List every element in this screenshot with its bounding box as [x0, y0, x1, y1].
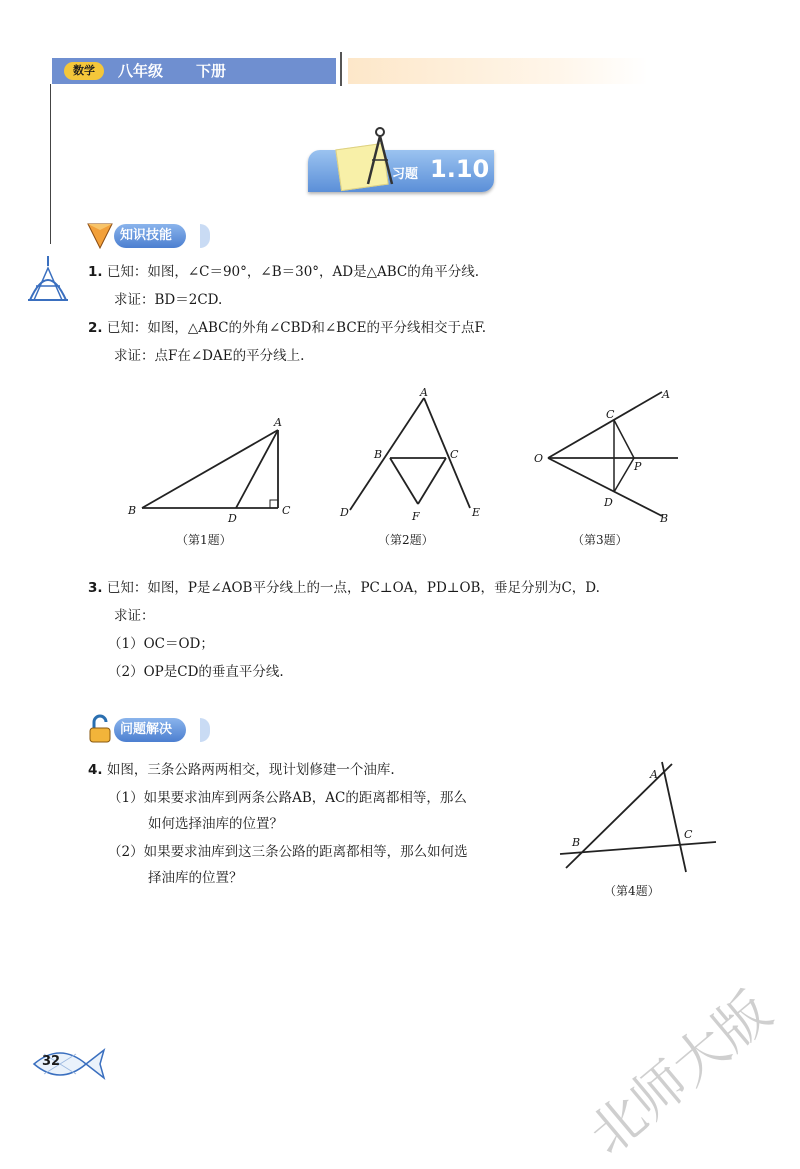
problem-4-item-1b: 如何选择油库的位置？ [148, 816, 283, 832]
section-tab-knowledge: 知识技能 [114, 224, 186, 248]
padlock-icon [86, 714, 114, 744]
exercise-number: 1.10 [430, 155, 490, 183]
figure-3 [530, 384, 690, 524]
figure-2-caption: （第2题） [378, 533, 434, 547]
fig4-label-a: A [650, 768, 658, 781]
fig2-label-d: D [340, 506, 349, 519]
problem-3-prove: 求证： [114, 608, 155, 624]
fig2-bisector-cf [418, 458, 446, 504]
figure-4 [552, 756, 722, 878]
fig1-label-b: B [128, 504, 137, 517]
fig1-right-angle-mark [270, 500, 278, 508]
watermark: 北师大版 [577, 979, 784, 1167]
margin-line [50, 84, 51, 244]
header-gradient [348, 58, 648, 84]
fig3-ray-oa [548, 392, 662, 458]
section-tab-tail [200, 224, 210, 248]
fig4-label-b: B [572, 836, 581, 849]
header-divider [340, 52, 342, 86]
fig2-label-a: A [420, 386, 428, 399]
fig1-label-d: D [228, 512, 237, 525]
fig3-label-d: D [604, 496, 613, 509]
figure-1 [120, 410, 300, 525]
fig2-label-e: E [472, 506, 481, 519]
subject-badge: 数学 [64, 62, 104, 80]
problem-2-number: 2. [88, 320, 103, 336]
tower-icon [24, 254, 72, 304]
problem-1-statement: 已知：如图，∠C＝90°，∠B＝30°，AD是△ABC的角平分线. [106, 264, 480, 280]
fig2-bisector-bf [390, 458, 418, 504]
fig3-label-c: C [606, 408, 615, 421]
fig2-label-f: F [412, 510, 420, 523]
problem-3-item-2: （2）OP是CD的垂直平分线. [108, 664, 284, 680]
problem-2-statement: 已知：如图，△ABC的外角∠CBD和∠BCE的平分线相交于点F. [106, 320, 487, 336]
exercise-label: 习题 [392, 167, 419, 182]
fig3-label-p: P [634, 460, 642, 473]
problem-4-statement: 如图，三条公路两两相交，现计划修建一个油库. [106, 762, 395, 778]
problem-3-number: 3. [88, 580, 103, 596]
page-number: 32 [42, 1054, 61, 1069]
problem-4-item-2a: （2）如果要求油库到这三条公路的距离都相等，那么如何选 [108, 844, 468, 860]
fig2-line-ae [424, 398, 470, 508]
section-tab-tail [200, 718, 210, 742]
section-tab-problem: 问题解决 [114, 718, 186, 742]
problem-2-prove: 求证：点F在∠DAE的平分线上. [114, 348, 305, 364]
problem-3 [88, 578, 600, 598]
figure-4-caption: （第4题） [604, 884, 660, 898]
fig2-label-c: C [450, 448, 459, 461]
problem-4 [88, 760, 395, 780]
book-label: 下册 [196, 62, 227, 80]
problem-3-item-1: （1）OC＝OD； [108, 636, 214, 652]
problem-1 [88, 262, 479, 282]
figure-2 [338, 386, 488, 526]
fig3-perp-pd [614, 458, 634, 492]
fig3-perp-pc [614, 420, 634, 458]
problem-4-item-2b: 择油库的位置？ [148, 870, 243, 886]
fig4-label-c: C [684, 828, 693, 841]
problem-1-number: 1. [88, 264, 103, 280]
fig2-line-ad [350, 398, 424, 510]
figure-3-caption: （第3题） [572, 533, 628, 547]
fig1-label-c: C [282, 504, 291, 517]
pencil-cone-icon [86, 220, 114, 250]
problem-2 [88, 318, 486, 338]
fig4-road-bc [560, 842, 716, 854]
problem-4-item-1a: （1）如果要求油库到两条公路AB，AC的距离都相等，那么 [108, 790, 467, 806]
problem-1-prove: 求证：BD＝2CD. [114, 292, 223, 308]
fig3-label-a: A [662, 388, 670, 401]
fig3-label-b: B [660, 512, 669, 524]
fig1-label-a: A [274, 416, 282, 429]
fig4-road-ac [662, 762, 686, 872]
fig2-label-b: B [374, 448, 383, 461]
grade-label: 八年级 [118, 62, 164, 80]
problem-4-number: 4. [88, 762, 103, 778]
figure-1-caption: （第1题） [176, 533, 232, 547]
problem-3-statement: 已知：如图，P是∠AOB平分线上的一点，PC⊥OA，PD⊥OB，垂足分别为C，D. [106, 580, 600, 596]
fig3-label-o: O [534, 452, 544, 465]
